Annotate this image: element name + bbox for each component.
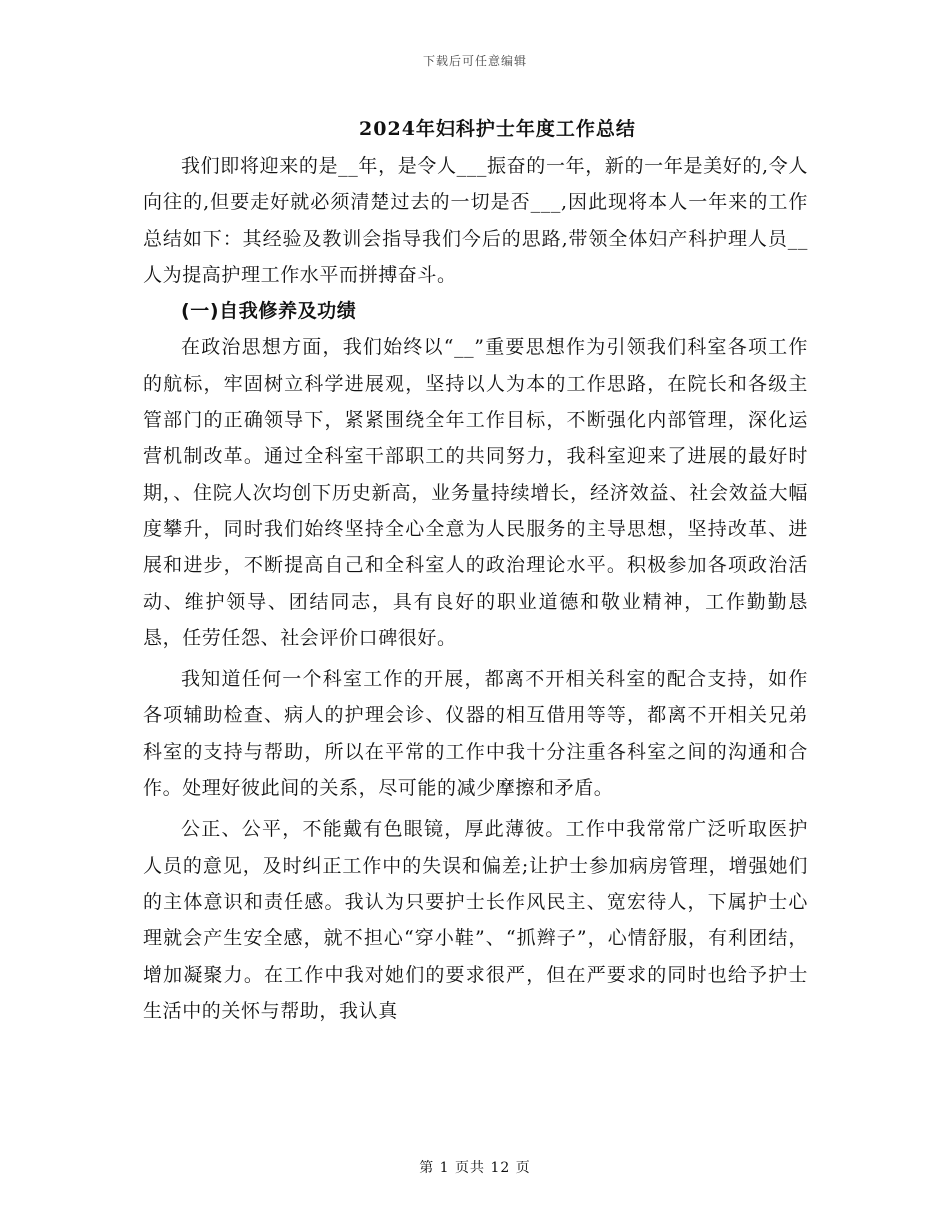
paragraph-cooperation: 我知道任何一个科室工作的开展，都离不开相关科室的配合支持，如作各项辅助检查、病人的护理会诊、仪器的相互借用等等，都离不开相关兄弟科室的支持与帮助，所以在平常的工作中我十分注重各科室之间的沟通和合作。处理好彼此间的关系，尽可能的减少摩擦和矛盾。 bbox=[143, 668, 808, 800]
paragraph-fairness: 公正、公平，不能戴有色眼镜，厚此薄彼。工作中我常常广泛听取医护人员的意见，及时纠正工作中的失误和偏差;让护士参加病房管理，增强她们的主体意识和责任感。我认为只要护士长作风民主、宽宏待人，下属护士心理就会产生安全感，就不担心“穿小鞋”、“抓辫子”，心情舒服，有利团结，增加凝聚力。在工作中我对她们的要求很严，但在严要求的同时也给予护士生活中的关怀与帮助，我认真 bbox=[143, 818, 808, 1022]
page-number: 第 1 页共 12 页 bbox=[419, 1160, 531, 1176]
paragraph-political: 在政治思想方面，我们始终以“__”重要思想作为引领我们科室各项工作的航标，牢固树立科学进展观，坚持以人为本的工作思路，在院长和各级主管部门的正确领导下，紧紧围绕全年工作目标，不断强化内部管理，深化运营机制改革。通过全科室干部职工的共同努力，我科室迎来了进展的最好时期，、住院人次均创下历史新高，业务量持续增长，经济效益、社会效益大幅度攀升，同时我们始终坚持全心全意为人民服务的主导思想，坚持改革、进展和进步，不断提高自己和全科室人的政治理论水平。积极参加各项政治活动、维护领导、团结同志，具有良好的职业道德和敬业精神，工作勤勤恳恳，任劳任怨、社会评价口碑很好。 bbox=[143, 336, 808, 649]
page-header-note: 下载后可任意编辑 bbox=[422, 54, 527, 68]
document-title: 2024年妇科护士年度工作总结 bbox=[359, 118, 636, 140]
section-heading: (一)自我修养及功绩 bbox=[181, 300, 357, 323]
document-body bbox=[143, 148, 808, 1029]
paragraph-intro: 我们即将迎来的是__年，是令人___振奋的一年，新的一年是美好的,令人向往的,但要走好就必须清楚过去的一切是否___,因此现将本人一年来的工作总结如下：其经验及教训会指导我们今后的思路,带领全体妇产科护理人员__人为提高护理工作水平而拼搏奋斗。 bbox=[143, 155, 808, 286]
